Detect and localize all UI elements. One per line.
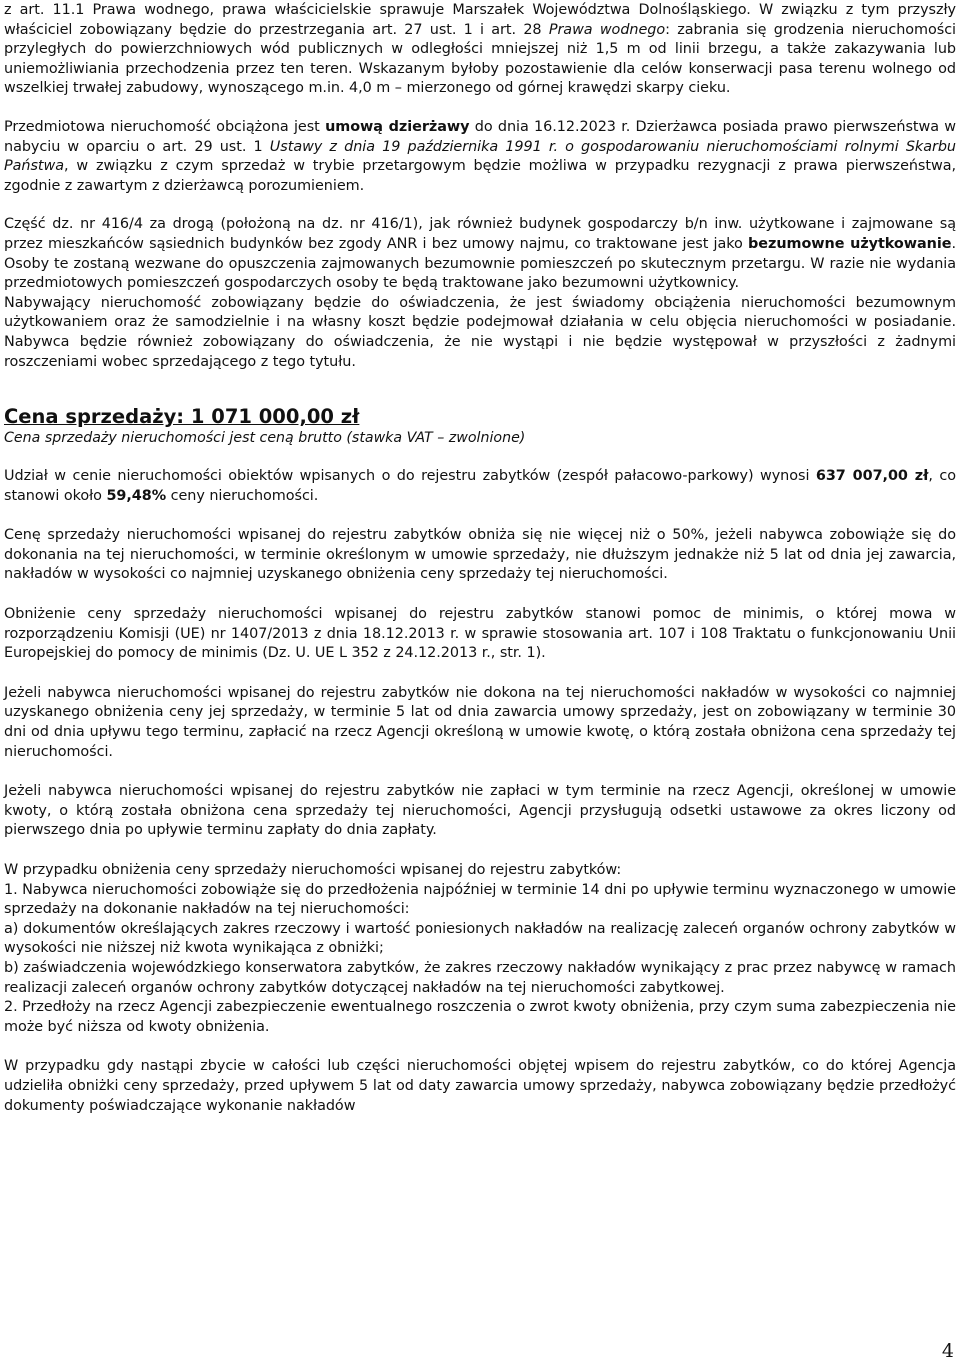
paragraph-heritage-share [4,467,956,506]
paragraph-lease [4,118,956,196]
paragraph-water-law [4,1,956,99]
heritage-share-amount: 637 007,00 zł [815,468,929,485]
paragraph-heritage-share-text-a: Udział w cenie nieruchomości obiektów wpisanych o do rejestru zabytków (zespół pałacowo-parkowy) wynosi [4,468,816,485]
paragraph-water-law-text-a: z art. 11.1 Prawa wodnego, prawa właścicielskie sprawuje Marszałek Województwa Dolnośląskiego. W związku z tym przyszły właściciel zobowiązany będzie do przestrzegania art. 27 ust. 1 i art. 28 [4,2,956,38]
act-reference: Ustawy z dnia 19 października 1991 r. o gospodarowaniu nieruchomościami rolnymi Skarbu Państwa [4,138,957,175]
obligation-item-1b: b) zaświadczenia wojewódzkiego konserwatora zabytków, że zakres rzeczowy nakładów wynikający z prac przez nabywcę w ramach realizacji zaleceń organów ochrony zabytków dotyczącej nakładów na tej nieruchomości zabytkowej. [4,959,956,996]
obligation-item-1a: a) dokumentów określających zakres rzeczowy i wartość poniesionych nakładów na realizację zaleceń organów ochrony zabytków w wysokości nie niższej niż kwota wynikająca z obniżki; [4,920,956,957]
paragraph-price-reduction: Cenę sprzedaży nieruchomości wpisanej do rejestru zabytków obniża się nie więcej niż o 50%, jeżeli nabywca zobowiąże się do dokonania na tej nieruchomości, w terminie określonym w umowie sprzedaży, nie dłuższym jednakże niż 5 lat od dnia jej zawarcia, nakładów w wysokości co najmniej uzyskanego obniżenia ceny sprzedaży tej nieruchomości. [4,527,956,583]
obligation-item-2: 2. Przedłoży na rzecz Agencji zabezpieczenie ewentualnego roszczenia o zwrot kwoty obniżenia, przy czym suma zabezpieczenia nie może być niższa od kwoty obniżenia. [4,999,956,1035]
paragraph-unauthorized-use-text-c: . Osoby te zostaną wezwane do opuszczenia zajmowanych bezumownie pomieszczeń po skutecznym przetargu. W razie nie wydania przedmiotowych pomieszczeń gospodarczych osoby te będą traktowane jako bezumowni użytkownicy. [4,235,956,292]
sale-price-heading: Cena sprzedaży: 1 071 000,00 zł [4,405,360,429]
paragraph-lease-text-e: , w związku z czym sprzedaż w trybie przetargowym będzie możliwa w przypadku rezygnacji z prawa pierwszeństwa, zgodnie z zawartym z dzierżawcą porozumieniem. [4,158,956,194]
paragraph-interest: Jeżeli nabywca nieruchomości wpisanej do rejestru zabytków nie zapłaci w tym terminie na rzecz Agencji, określonej w umowie kwoty, o którą została obniżona cena sprzedaży tej nieruchomości, Agencji przysługują odsetki ustawowe za okres liczony od pierwszego dnia po upływie terminu zapłaty do dnia zapłaty. [4,783,956,839]
sale-price-note: Cena sprzedaży nieruchomości jest ceną brutto (stawka VAT – zwolnione) [4,430,526,447]
heritage-share-percent: 59,48% [106,487,167,504]
paragraph-resale: W przypadku gdy nastąpi zbycie w całości lub części nieruchomości objętej wpisem do rejestru zabytków, co do której Agencja udzieliła obniżki ceny sprzedaży, przed upływem 5 lat od daty zawarcia umowy sprzedaży, nabywca zobowiązany będzie przedłożyć dokumenty poświadczające wykonanie nakładów [4,1058,956,1114]
reduction-obligations-intro: W przypadku obniżenia ceny sprzedaży nieruchomości wpisanej do rejestru zabytków: [4,862,622,878]
paragraph-unauthorized-use [4,215,956,293]
paragraph-lease-text-c: do dnia 16.12.2023 r. Dzierżawca posiada prawo pierwszeństwa w nabyciu w oparciu o art. 29 ust. 1 [4,118,956,155]
unauthorized-use-term: bezumowne użytkowanie [748,235,952,252]
page-number: 4 [941,1340,954,1362]
paragraph-heritage-share-text-e: ceny nieruchomości. [166,487,319,504]
paragraph-unauthorized-use-text-a: Część dz. nr 416/4 za drogą (położoną na dz. nr 416/1), jak również budynek gospodarczy b/n inw. użytkowane i zajmowane są przez mieszkańców sąsiednich budynków bez zgody ANR i bez umowy najmu, co traktowane jest jako [4,216,956,252]
paragraph-lease-text-a: Przedmiotowa nieruchomość obciążona jest [4,118,326,135]
paragraph-water-law-text-c: : zabrania się grodzenia nieruchomości przyległych do powierzchniowych wód publicznych w odległości mniejszej niż 1,5 m od linii brzegu, a także zakazywania lub uniemożliwiania przechodzenia przez ten teren. Wskazanym byłoby pozostawienie dla celów konserwacji pasa terenu wolnego od wszelkiej trwałej zabudowy, wynoszącego m.in. 4,0 m – mierzonego od górnej krawędzi skarpy cieku. [4,21,957,97]
reduction-obligations-list [4,861,956,1037]
paragraph-reimbursement: Jeżeli nabywca nieruchomości wpisanej do rejestru zabytków nie dokona na tej nieruchomości nakładów w wysokości co najmniej uzyskanego obniżenia ceny jej sprzedaży, w terminie 5 lat od dnia zawarcia umowy sprzedaży, jest on zobowiązany w terminie 30 dni od dnia upływu tego terminu, zapłacić na rzecz Agencji określoną w umowie kwotę, o którą została obniżona cena sprzedaży tej nieruchomości. [4,684,956,760]
paragraph-de-minimis: Obniżenie ceny sprzedaży nieruchomości wpisanej do rejestru zabytków stanowi pomoc de minimis, o której mowa w rozporządzeniu Komisji (UE) nr 1407/2013 z dnia 18.12.2013 r. w sprawie stosowania art. 107 i 108 Traktatu o funkcjonowaniu Unii Europejskiej do pomocy de minimis (Dz. U. UE L 352 z 24.12.2013 r., str. 1). [4,606,956,662]
paragraph-heritage-share-text-c: , co stanowi około [4,468,956,504]
paragraph-buyer-declaration: Nabywający nieruchomość zobowiązany będzie do oświadczenia, że jest świadomy obciążenia nieruchomości bezumownym użytkowaniem oraz że samodzielnie i na własny koszt będzie podejmował działania w celu objęcia nieruchomości w posiadanie. Nabywca będzie również zobowiązany do oświadczenia, że nie wystąpi i nie będzie występował w przyszłości z żadnymi roszczeniami wobec sprzedającego z tego tytułu. [4,294,956,370]
document-page [4,1,956,1116]
obligation-item-1: 1. Nabywca nieruchomości zobowiąże się do przedłożenia najpóźniej w terminie 14 dni po upływie terminu wyznaczonego w umowie sprzedaży na dokonanie nakładów na tej nieruchomości: [4,881,956,918]
lease-agreement-term: umową dzierżawy [325,118,470,135]
water-law-reference: Prawa wodnego [548,21,666,38]
